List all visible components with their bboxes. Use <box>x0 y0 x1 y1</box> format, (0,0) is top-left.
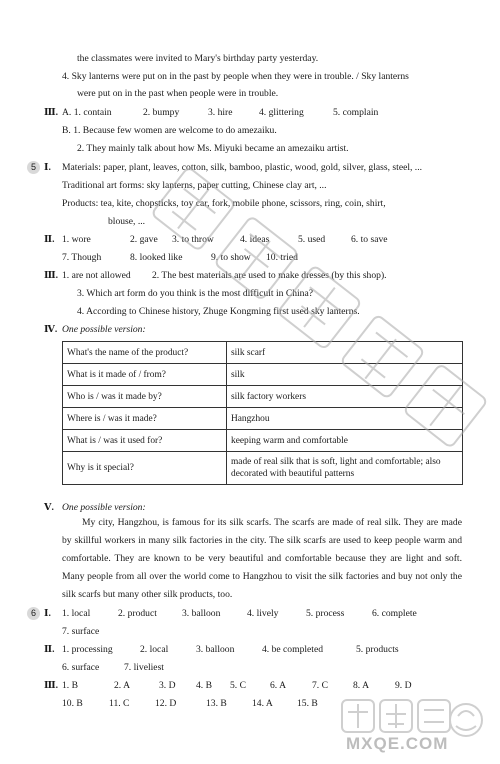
answer: 6. to save <box>351 234 388 245</box>
answer: 4. ideas <box>240 234 270 245</box>
answer: 8. A <box>353 680 369 691</box>
watermark-site: MXQE.COM <box>346 734 449 753</box>
answer: 1. B <box>62 680 78 691</box>
section-number: Ⅲ. <box>44 680 59 691</box>
answer: 11. C <box>109 698 130 709</box>
answer: 4. lively <box>247 608 279 619</box>
answer: 5. process <box>306 608 345 619</box>
answer: 7. C <box>312 680 328 691</box>
answer: Traditional art forms: sky lanterns, paper cutting, Chinese clay art, ... <box>62 180 327 191</box>
answer: 2. The best materials are used to make dresses (by this shop). <box>152 270 387 281</box>
section-label: One possible version: <box>62 324 146 335</box>
text-line: the classmates were invited to Mary's birthday party yesterday. <box>77 53 319 64</box>
answer: 10. B <box>62 698 83 709</box>
table-row: What is it made of / from? silk <box>63 364 463 386</box>
answer: 3. balloon <box>182 608 221 619</box>
unit-number-badge: 6 <box>27 607 40 620</box>
answer: 14. A <box>252 698 273 709</box>
answer: A. 1. contain <box>62 107 112 118</box>
answer: 2. They mainly talk about how Ms. Miyuki became an amezaiku artist. <box>77 143 349 154</box>
text-line: 4. Sky lanterns were put on in the past by people when they were in trouble. / Sky lanterns <box>62 71 409 82</box>
answer: 5. complain <box>333 107 379 118</box>
essay-paragraph: My city, Hangzhou, is famous for its silk scarfs. The scarfs are made of real silk. They are made by skillful workers in many silk factories in the city. The silk scarfs are used to keep people warm and comfortable. They are known to be very beautiful and comfortable because they are light and soft. Many people from all over the world come to Hangzhou to visit the silk factories and buy not only the silk scarfs but many other silk products, too. <box>62 517 462 600</box>
answer: 3. Which art form do you think is the most difficult in China? <box>77 288 313 299</box>
answer: 9. D <box>395 680 412 691</box>
table-row: What is / was it used for? keeping warm and comfortable <box>63 430 463 452</box>
answer: 7. liveliest <box>124 662 164 673</box>
answer: 4. According to Chinese history, Zhuge Kongming first used sky lanterns. <box>77 306 360 317</box>
answer: 8. looked like <box>130 252 183 263</box>
answer: 2. gave <box>130 234 158 245</box>
answer: 2. bumpy <box>143 107 180 118</box>
section-number: Ⅱ. <box>44 644 55 655</box>
answer: 6. A <box>270 680 286 691</box>
answer: 1. wore <box>62 234 91 245</box>
answer: 5. products <box>356 644 399 655</box>
answer: 7. Though <box>62 252 102 263</box>
answer: 2. A <box>114 680 130 691</box>
answer: blouse, ... <box>108 216 146 227</box>
section-number: Ⅲ. <box>44 107 59 118</box>
answer: 3. balloon <box>196 644 235 655</box>
answer: 6. complete <box>372 608 417 619</box>
answer: 15. B <box>297 698 318 709</box>
answer: B. 1. Because few women are welcome to do amezaiku. <box>62 125 277 136</box>
table-row: Why is it special? made of real silk that is soft, light and comfortable; also decorated with beautiful patterns <box>63 452 463 485</box>
section-number: Ⅱ. <box>44 234 55 245</box>
answer: 1. processing <box>62 644 113 655</box>
section-number: Ⅰ. <box>44 608 51 619</box>
section-number: Ⅰ. <box>44 162 51 173</box>
answer: 7. surface <box>62 626 100 637</box>
section-number: Ⅲ. <box>44 270 59 281</box>
table-row: Where is / was it made? Hangzhou <box>63 408 463 430</box>
unit-number-badge: 5 <box>27 161 40 174</box>
text-line: were put on in the past when people were in trouble. <box>77 88 279 99</box>
answer: 6. surface <box>62 662 100 673</box>
answer: 5. used <box>298 234 326 245</box>
section-number: Ⅳ. <box>44 324 58 335</box>
answer: 2. local <box>140 644 169 655</box>
answer: 1. local <box>62 608 91 619</box>
answer: 4. B <box>196 680 212 691</box>
answer: 9. to show <box>211 252 251 263</box>
table-row: What's the name of the product? silk scarf <box>63 342 463 364</box>
answer: 5. C <box>230 680 246 691</box>
answer: 13. B <box>206 698 227 709</box>
answer: 3. D <box>159 680 176 691</box>
answer: Products: tea, kite, chopsticks, toy car, fork, mobile phone, scissors, ring, coin, shirt, <box>62 198 386 209</box>
answer: 1. are not allowed <box>62 270 131 281</box>
table-row: Who is / was it made by? silk factory workers <box>63 386 463 408</box>
answer: 3. hire <box>208 107 233 118</box>
answer: 10. tried <box>266 252 298 263</box>
product-info-table <box>62 341 463 485</box>
answer: 3. to throw <box>172 234 214 245</box>
section-number: Ⅴ. <box>44 502 54 513</box>
answer: Materials: paper, plant, leaves, cotton, silk, bamboo, plastic, wood, gold, silver, glass, steel, ... <box>62 162 422 173</box>
section-label: One possible version: <box>62 502 146 513</box>
answer: 12. D <box>155 698 177 709</box>
answer: 4. be completed <box>262 644 324 655</box>
answer: 4. glittering <box>259 107 304 118</box>
answer: 2. product <box>118 608 157 619</box>
